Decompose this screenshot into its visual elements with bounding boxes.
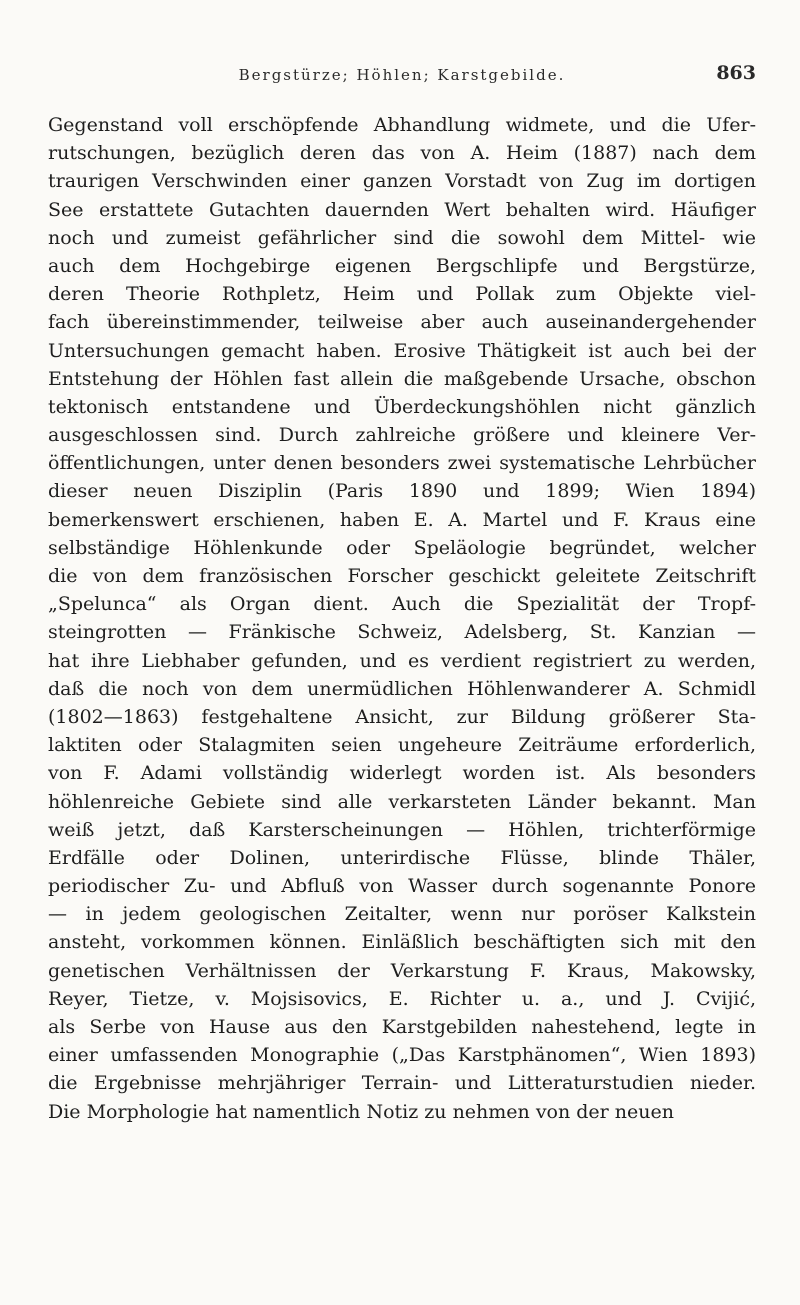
text-line: hat ihre Liebhaber gefunden, und es verdient registriert zu werden, [48, 649, 756, 672]
text-line: Gegenstand voll erschöpfende Abhandlung widmete, und die Ufer- [48, 114, 756, 136]
text-line: daß die noch von dem unermüdlichen Höhlenwanderer A. Schmidl [48, 677, 756, 700]
text-line: Die Morphologie hat namentlich Notiz zu nehmen von der neuen [48, 1100, 674, 1123]
text-line: ansteht, vorkommen können. Einläßlich beschäftigten sich mit den [48, 931, 756, 954]
text-line: See erstattete Gutachten dauernden Wert behalten wird. Häufiger [48, 198, 756, 221]
text-line: Reyer, Tietze, v. Mojsisovics, E. Richter u. a., und J. Cvijić, [48, 987, 756, 1010]
text-line: selbständige Höhlenkunde oder Speläologie begründet, welcher [48, 536, 756, 559]
running-title: Bergstürze; Höhlen; Karstgebilde. [238, 66, 566, 84]
text-line: fach übereinstimmender, teilweise aber auch auseinandergehender [48, 311, 756, 334]
text-line: — in jedem geologischen Zeitalter, wenn nur poröser Kalkstein [48, 903, 756, 926]
text-line: steingrotten — Fränkische Schweiz, Adelsberg, St. Kanzian — [48, 621, 756, 644]
text-line: weiß jetzt, daß Karsterscheinungen — Höhlen, trichterförmige [48, 818, 756, 841]
text-line: Erdfälle oder Dolinen, unterirdische Flüsse, blinde Thäler, [48, 846, 756, 869]
text-line: noch und zumeist gefährlicher sind die sowohl dem Mittel- wie [48, 226, 756, 249]
text-line: öffentlichungen, unter denen besonders zwei systematische Lehrbücher [48, 452, 756, 475]
page-number: 863 [716, 62, 756, 84]
text-line: bemerkenswert erschienen, haben E. A. Martel und F. Kraus eine [48, 508, 756, 531]
text-line: periodischer Zu- und Abfluß von Wasser durch sogenannte Ponore [48, 875, 756, 898]
text-line: laktiten oder Stalagmiten seien ungeheure Zeiträume erforderlich, [48, 734, 756, 757]
body-text [48, 111, 756, 1126]
text-line: ausgeschlossen sind. Durch zahlreiche größere und kleinere Ver- [48, 424, 756, 447]
text-line: genetischen Verhältnissen der Verkarstung F. Kraus, Makowsky, [48, 959, 756, 982]
text-line: tektonisch entstandene und Überdeckungshöhlen nicht gänzlich [48, 395, 756, 418]
text-line: Entstehung der Höhlen fast allein die maßgebende Ursache, obschon [48, 367, 756, 390]
text-line: (1802—1863) festgehaltene Ansicht, zur Bildung größerer Sta- [48, 705, 756, 728]
text-line: traurigen Verschwinden einer ganzen Vorstadt von Zug im dortigen [48, 170, 756, 193]
text-line: als Serbe von Hause aus den Karstgebilden nahestehend, legte in [48, 1016, 756, 1038]
text-line: einer umfassenden Monographie („Das Karstphänomen“, Wien 1893) [48, 1044, 756, 1067]
text-line: deren Theorie Rothpletz, Heim und Pollak zum Objekte viel- [48, 283, 756, 306]
text-line: die von dem französischen Forscher geschickt geleitete Zeitschrift [48, 565, 756, 587]
text-line: auch dem Hochgebirge eigenen Bergschlipfe und Bergstürze, [48, 254, 756, 277]
text-line: von F. Adami vollständig widerlegt worden ist. Als besonders [48, 762, 756, 785]
text-line: die Ergebnisse mehrjähriger Terrain- und Litteraturstudien nieder. [48, 1072, 756, 1095]
text-line: „Spelunca“ als Organ dient. Auch die Spezialität der Tropf- [48, 593, 756, 616]
text-line: dieser neuen Disziplin (Paris 1890 und 1899; Wien 1894) [48, 480, 756, 503]
text-line: rutschungen, bezüglich deren das von A. Heim (1887) nach dem [48, 142, 756, 165]
text-line: höhlenreiche Gebiete sind alle verkarsteten Länder bekannt. Man [48, 790, 756, 813]
text-line: Untersuchungen gemacht haben. Erosive Thätigkeit ist auch bei der [48, 339, 756, 362]
running-head [48, 62, 756, 88]
